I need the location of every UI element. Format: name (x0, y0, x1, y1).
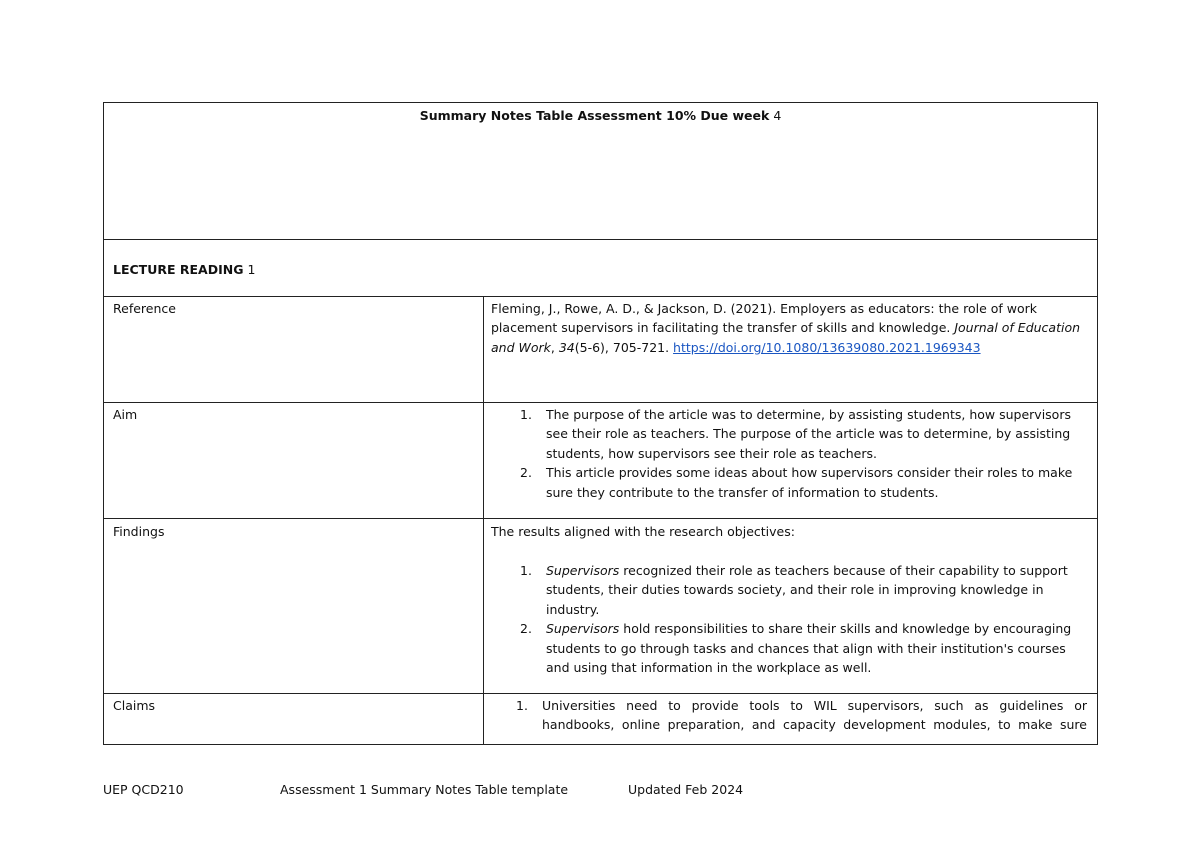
journal-name-cont: and Work (491, 339, 551, 355)
aim-item-2-line-1: This article provides some ideas about how supervisors consider their roles to make (546, 465, 1073, 481)
table-title-week: 4 (773, 108, 782, 123)
findings-item-1-line-1 (546, 561, 1068, 580)
table-title (104, 106, 1097, 125)
divider-aim (104, 518, 1097, 519)
aim-item-1-line-3: students, how supervisors see their role as teachers. (546, 445, 877, 461)
findings-item-2-line-2: students to go through tasks and chances that align with their institution's courses (546, 640, 1066, 656)
findings-item-1-number: 1. (520, 563, 532, 578)
findings-item-2 (546, 619, 1071, 677)
row-label-reference: Reference (113, 301, 176, 316)
footer-updated-date: Updated Feb 2024 (628, 782, 744, 797)
aim-item-2-line-2: sure they contribute to the transfer of information to students. (546, 484, 939, 500)
reference-text: placement supervisors in facilitating the transfer of skills and knowledge. (491, 320, 955, 336)
summary-notes-table (103, 102, 1098, 745)
aim-item-1-line-2: see their role as teachers. The purpose of the article was to determine, by assisting (546, 426, 1071, 442)
table-title-text: Summary Notes Table Assessment 10% Due week (419, 108, 770, 123)
column-divider (483, 296, 484, 744)
claims-item-1 (542, 696, 1087, 735)
row-label-claims: Claims (113, 698, 156, 713)
reference-line-3 (491, 338, 981, 357)
findings-intro: The results aligned with the research objectives: (491, 524, 795, 539)
divider-findings (104, 693, 1097, 694)
aim-item-2-number: 2. (520, 465, 532, 481)
section-label (113, 260, 255, 279)
reference-line-2 (491, 318, 1080, 337)
journal-volume: 34 (558, 339, 575, 355)
claims-item-1-number: 1. (516, 698, 528, 713)
doi-link[interactable]: https://doi.org/10.1080/13639080.2021.1969343 (673, 339, 981, 355)
section-label-text: LECTURE READING (113, 262, 244, 277)
findings-item-2-subject: Supervisors (546, 621, 620, 637)
findings-item-1-line-2: students, their duties towards society, and their role in improving knowledge in (546, 582, 1044, 598)
findings-item-2-line-1 (546, 619, 1071, 638)
findings-item-1-subject: Supervisors (546, 563, 620, 578)
findings-item-2-line-3: and using that information in the workplace as well. (546, 660, 872, 675)
journal-name: Journal of Education (954, 320, 1081, 336)
findings-item-2-text: hold responsibilities to share their skills and knowledge by encouraging (619, 621, 1072, 637)
reference-pages: (5-6), 705-721. (574, 339, 674, 355)
row-label-aim: Aim (113, 407, 138, 422)
footer-course-code: UEP QCD210 (103, 782, 184, 797)
divider-reference (104, 402, 1097, 403)
findings-item-1-text: recognized their role as teachers because of their capability to support (619, 563, 1068, 578)
row-label-findings: Findings (113, 524, 165, 539)
aim-item-1-number: 1. (520, 407, 532, 422)
findings-item-1-line-3: industry. (546, 601, 600, 617)
aim-item-2 (546, 463, 1072, 502)
aim-item-1-line-1: The purpose of the article was to determine, by assisting students, how supervisors (546, 407, 1071, 422)
reference-sep: , (550, 339, 559, 355)
claims-item-1-line-1: Universities need to provide tools to WIL supervisors, such as guidelines or (542, 698, 1087, 713)
aim-item-1 (546, 405, 1071, 463)
findings-item-1 (546, 561, 1068, 619)
footer-template-name: Assessment 1 Summary Notes Table template (280, 782, 569, 797)
section-label-number: 1 (247, 262, 256, 277)
findings-item-2-number: 2. (520, 621, 532, 637)
divider-section (104, 296, 1097, 297)
reference-line-1: Fleming, J., Rowe, A. D., & Jackson, D. (2021). Employers as educators: the role of work (491, 301, 1038, 316)
divider-header (104, 239, 1097, 240)
claims-item-1-line-2: handbooks, online preparation, and capacity development modules, to make sure (542, 717, 1087, 733)
